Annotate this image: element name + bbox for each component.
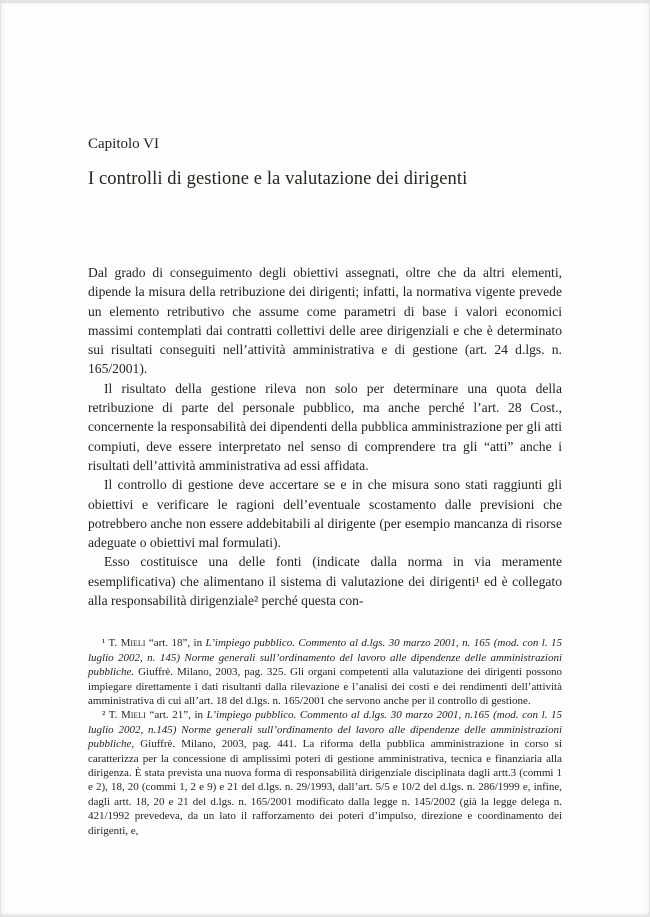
footnotes-section xyxy=(88,636,562,838)
footnote-1-remainder: Giuffrè. Milano, 2003, pag. 325. Gli organi competenti alla valutazione dei dirigenti possono impiegare direttamente i dati risultanti dalla rilevazione e l’analisi dei costi e dei rendimenti dell’attività amministrativa di cui all’art. 18 del d.lgs. n. 165/2001 che servono anche per il controllo di gestione. xyxy=(88,666,562,707)
body-text xyxy=(88,263,562,610)
footnote-1 xyxy=(88,636,562,708)
footnote-1-article-ref: “art. 18”, in xyxy=(145,637,206,650)
footnote-2 xyxy=(88,708,562,838)
body-paragraph-4: Esso costituisce una delle fonti (indicate dalla norma in via meramente esemplificativa) che alimentano il sistema di valutazione dei dirigenti¹ ed è collegato alla responsabilità dirigenziale² perché questa con- xyxy=(88,554,562,609)
footnote-2-remainder: Giuffrè. Milano, 2003, pag. 441. La riforma della pubblica amministrazione in corso si caratterizza per la concessione di amplissimi poteri di gestione amministrativa, tecnica e finanziaria alla dirigenza. È stata prevista una nuova forma di responsabilità dirigenziale disciplinata dagli artt.3 (commi 1 e 2), 18, 20 (commi 1, 2 e 9) e 21 del d.lgs. n. 29/1993, dall’art. 5/5 e 10/2 del d.lgs. n. 286/1999 e, infine, dagli artt. 18, 20 e 21 del d.lgs. n. 165/2001 modificato dalla legge n. 145/2002 (già la legge delega n. 421/1992 prevedeva, da un lato il rafforzamento dei poteri d’impulso, direzione e coordinamento dei dirigenti, e, xyxy=(88,738,562,837)
page-title: I controlli di gestione e la valutazione dei dirigenti xyxy=(88,169,468,189)
body-paragraph-3: Il controllo di gestione deve accertare se e in che misura sono stati raggiunti gli obiettivi e verificare le ragioni dell’eventuale scostamento dalle previsioni che potrebbero anche non essere addebitabili al dirigente (per esempio mancanza di risorse adeguate o obiettivi mal formulati). xyxy=(88,477,562,551)
footnote-2-work-title: L’impiego pubblico. Commento al d.lgs. 30 marzo 2001, n.165 (mod. con l. 15 luglio 2002, n.145) Norme generali sull’ordinamento del lavoro alle dipendenze delle amministrazioni pubbliche, xyxy=(88,709,562,751)
body-paragraph-2: Il risultato della gestione rileva non solo per determinare una quota della retribuzione di parte del personale pubblico, ma anche perché l’art. 28 Cost., concernente la responsabilità dei dipendenti della pubblica amministrazione per gli atti compiuti, deve essere interpretato nel senso di comprendere tra gli “atti” anche i risultati dell’attività amministrativa ad essi affidata. xyxy=(88,380,562,473)
footnote-2-author-smallcaps: Mieli xyxy=(120,709,146,722)
footnote-1-work-title: L’impiego pubblico. Commento al d.lgs. 30 marzo 2001, n. 165 (mod. con l. 15 luglio 2002, n. 145) Norme generali sull’ordinamento del lavoro alle dipendenze delle amministrazioni pubbliche. xyxy=(88,637,562,679)
footnote-2-article-ref: “art. 21”, in xyxy=(145,709,207,722)
footnote-2-marker-author: ² T. xyxy=(102,709,121,722)
chapter-label: Capitolo VI xyxy=(88,136,159,152)
footnote-1-marker-author: ¹ T. xyxy=(102,637,121,650)
body-paragraph-1: Dal grado di conseguimento degli obiettivi assegnati, oltre che da altri elementi, dipende la misura della retribuzione dei dirigenti; infatti, la normativa vigente prevede un elemento retributivo che assume come parametri di base i valori economici massimi contemplati dai contratti collettivi delle aree dirigenziali e che è determinato sui risultati conseguiti nell’attività amministrativa e di gestione (art. 24 d.lgs. n. 165/2001). xyxy=(88,265,562,377)
footnote-1-author-smallcaps: Mieli xyxy=(120,637,146,650)
